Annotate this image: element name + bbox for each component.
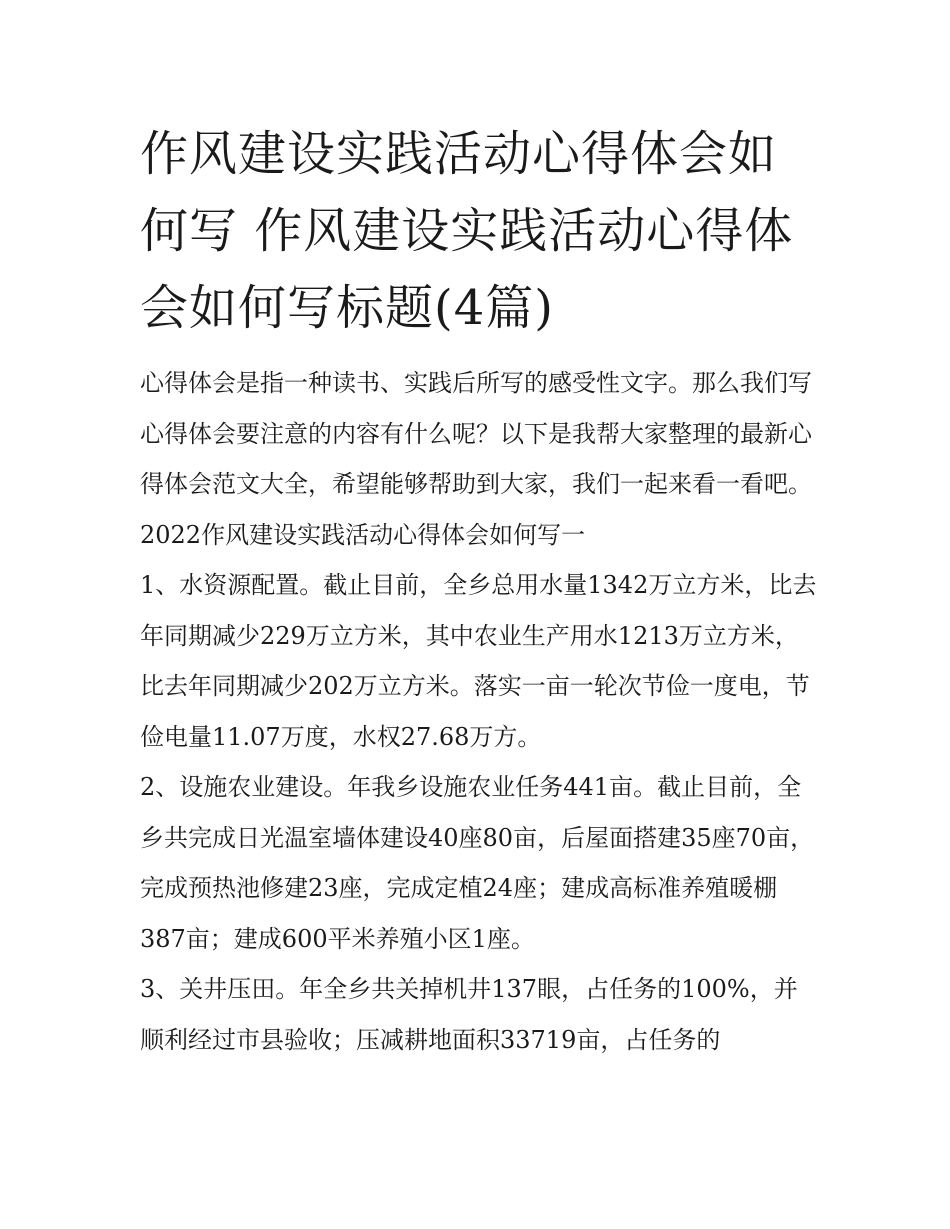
section-heading: 2022作风建设实践活动心得体会如何写一 (140, 520, 586, 549)
body-paragraph-water: 1、水资源配置。截止目前，全乡总用水量1342万立方米，比去年同期减少229万立方米，其中农业生产用水1213万立方米，比去年同期减少202万立方米。落实一亩一轮次节俭一度电，节俭电量11.07万度，水权27.68万方。 (140, 571, 817, 751)
body-paragraph-wells: 3、关井压田。年全乡共关掉机井137眼，占任务的100%，并顺利经过市县验收；压减耕地面积33719亩，占任务的 (140, 975, 798, 1054)
body-paragraph-facility: 2、设施农业建设。年我乡设施农业任务441亩。截止目前，全乡共完成日光温室墙体建设40座80亩，后屋面搭建35座70亩，完成预热池修建23座，完成定植24座；建成高标准养殖暖棚387亩；建成600平米养殖小区1座。 (140, 773, 815, 953)
document-title: 作风建设实践活动心得体会如何写 作风建设实践活动心得体会如何写标题(4篇) (140, 126, 794, 336)
document-body (140, 358, 820, 1065)
intro-paragraph: 心得体会是指一种读书、实践后所写的感受性文字。那么我们写心得体会要注意的内容有什么呢？以下是我帮大家整理的最新心得体会范文大全，希望能够帮助到大家，我们一起来看一看吧。 (140, 369, 812, 498)
